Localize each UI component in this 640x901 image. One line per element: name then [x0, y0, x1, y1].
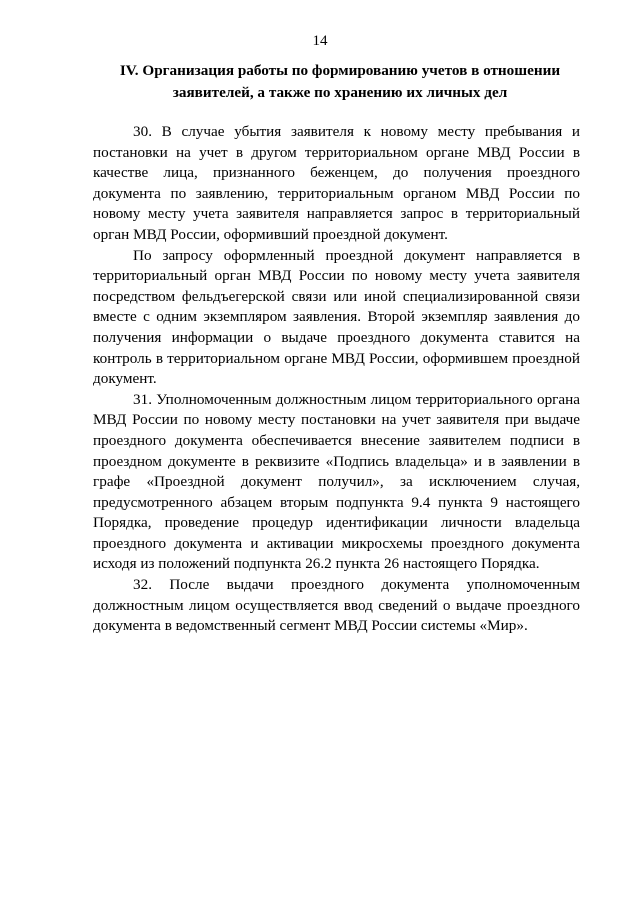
paragraph-31: 31. Уполномоченным должностным лицом территориального органа МВД России по новому месту постановки на учет заявителя при выдаче проездного документа обеспечивается внесение заявителем подписи в проездном документе в реквизите «Подпись владельца» и в заявлении в графе «Проездной документ получил», за исключением случая, предусмотренного абзацем вторым подпункта 9.4 пункта 9 настоящего Порядка, проведение процедур идентификации личности владельца проездного документа и активации микросхемы проездного документа исходя из положений подпункта 26.2 пункта 26 настоящего Порядка. [93, 390, 580, 573]
paragraph-32: 32. После выдачи проездного документа уполномоченным должностным лицом осуществляется ввод сведений о выдаче проездного документа в ведомственный сегмент МВД России системы «Мир». [93, 576, 580, 635]
section-title: IV. Организация работы по формированию учетов в отношении заявителей, а также по хранению их личных дел [119, 62, 561, 101]
paragraph-30: 30. В случае убытия заявителя к новому месту пребывания и постановки на учет в другом территориальном органе МВД России в качестве лица, признанного беженцем, до получения проездного документа по заявлению, территориальным органом МВД России по новому месту учета заявителя направляется запрос в территориальный орган МВД России, оформивший проездной документ. [93, 123, 580, 243]
page-number: 14 [312, 33, 328, 49]
document-body [93, 122, 580, 637]
paragraph-30-continuation: По запросу оформленный проездной документ направляется в территориальный орган МВД России по новому месту учета заявителя посредством фельдъегерской связи или иной специализированной связи вместе с одним экземпляром заявления. Второй экземпляр заявления до получения информации о выдаче проездного документа ставится на контроль в территориальном органе МВД России, оформившем проездной документ. [93, 246, 580, 388]
